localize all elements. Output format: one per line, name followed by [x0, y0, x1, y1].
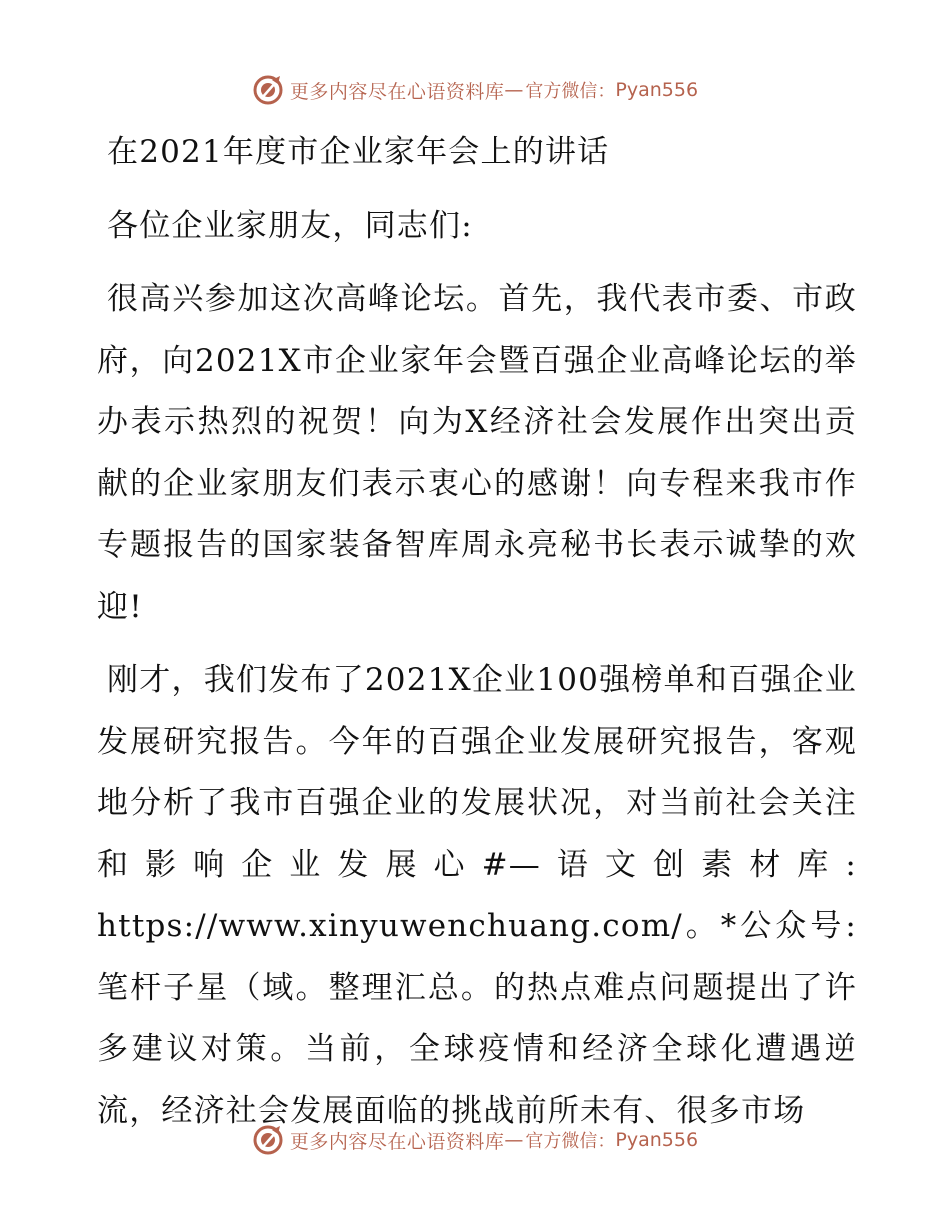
watermark-text: 更多内容尽在心语资料库 — [289, 80, 505, 103]
paragraph-1-text: 很高兴参加这次高峰论坛。首先，我代表市委、市政府，向2021X市企业家年会暨百强企业高峰论坛的举办表示热烈的祝贺！向为X经济社会发展作出突出贡献的企业家朋友们表示衷心的感谢！向专程来我市作专题报告的国家装备智库周永亮秘书长表示诚挚的欢迎! — [97, 281, 857, 625]
watermark-header — [0, 68, 950, 112]
watermark-wechat-id: Pyan556 — [615, 1129, 699, 1151]
watermark-wechat-id: Pyan556 — [615, 79, 699, 101]
paragraph-2-text: 刚才，我们发布了2021X企业100强榜单和百强企业发展研究报告。今年的百强企业发展研究报告，客观地分析了我市百强企业的发展状况，对当前社会关注和影响企业发展心#—语文创素材库: https://www.xinyuwenchuang.com/。*公众号: 笔杆子星（域。整理汇总。的热点难点问题提出了许多建议对策。当前，全球疫情和经济全球化遭遇逆流，经济社会发展面临的挑战前所未有、很多市场 — [97, 662, 857, 1129]
paragraph-1 — [97, 269, 857, 638]
watermark-wechat-label: 官方微信： — [525, 1131, 616, 1152]
pen-logo-icon — [252, 1124, 284, 1156]
watermark-text: 更多内容尽在心语资料库 — [289, 1130, 505, 1153]
document-body — [97, 122, 857, 1142]
watermark-footer — [0, 1118, 950, 1162]
document-title: 在2021年度市企业家年会上的讲话 — [107, 134, 610, 170]
greeting: 各位企业家朋友，同志们: — [107, 207, 473, 244]
watermark-wechat-label: 官方微信： — [525, 81, 616, 102]
pen-logo-icon — [252, 74, 284, 106]
paragraph-2 — [97, 650, 857, 1142]
watermark-separator: — — [504, 79, 524, 101]
watermark-separator: — — [504, 1129, 524, 1151]
